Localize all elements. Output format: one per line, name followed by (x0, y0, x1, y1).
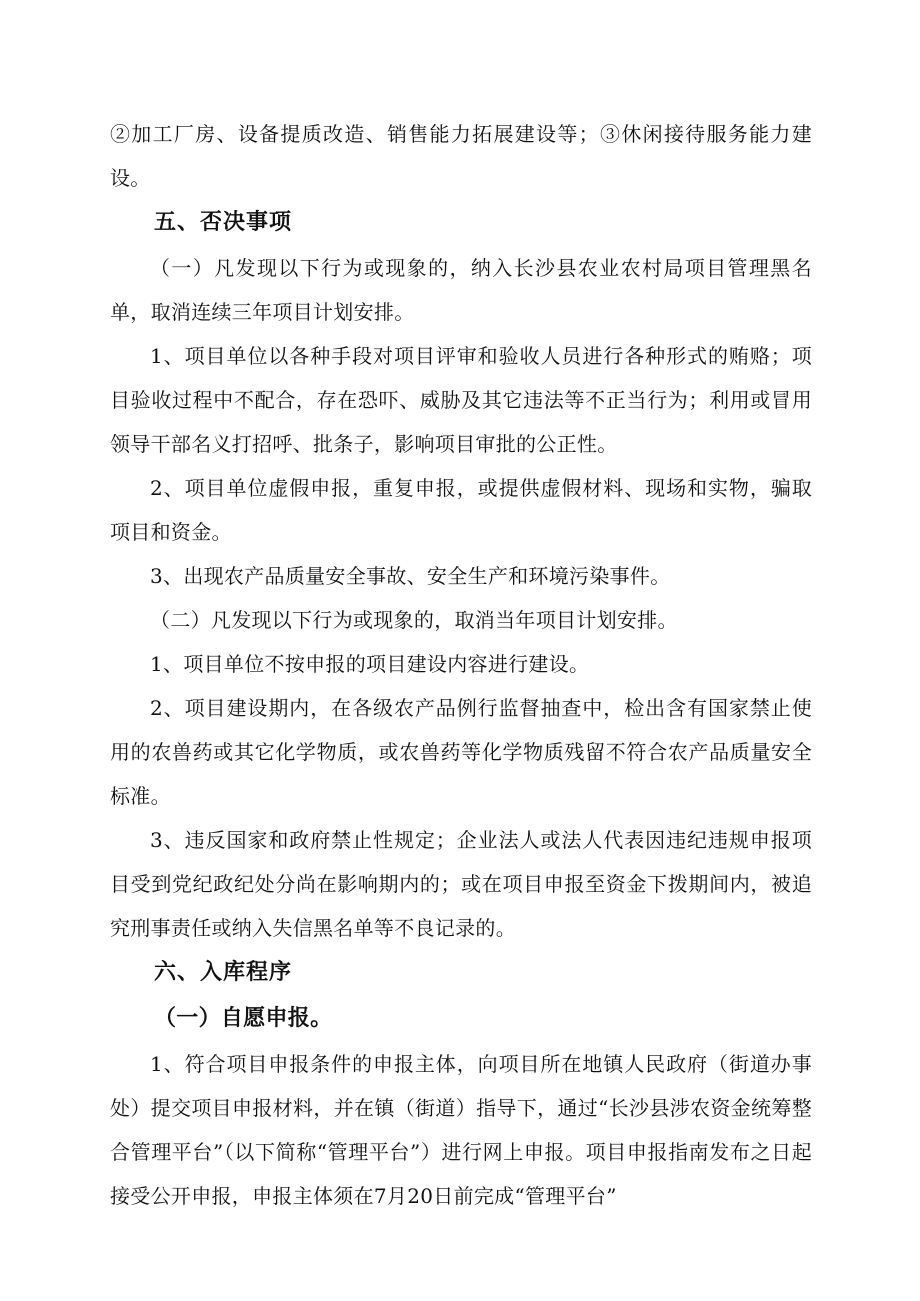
paragraph-4: 2、项目单位虚假申报，重复申报，或提供虚假材料、现场和实物，骗取项目和资金。 (110, 476, 812, 544)
section-heading-6: 六、入库程序 (154, 960, 293, 985)
subsection-heading-1: （一）自愿申报。 (154, 1006, 333, 1031)
paragraph-0: ②加工厂房、设备提质改造、销售能力拓展建设等；③休闲接待服务能力建设。 (110, 122, 812, 190)
paragraph-9: 3、违反国家和政府禁止性规定；企业法人或法人代表因违纪违规申报项目受到党纪政纪处分尚在影响期内的；或在项目申报至资金下拨期间内，被追究刑事责任或纳入失信黑名单等不良记录的。 (110, 828, 812, 940)
paragraph-8: 2、项目建设期内，在各级农产品例行监督抽查中，检出含有国家禁止使用的农兽药或其它化学物质，或农兽药等化学物质残留不符合农产品质量安全标准。 (110, 696, 812, 808)
section-heading-5: 五、否决事项 (154, 210, 293, 235)
paragraph-2: （一）凡发现以下行为或现象的，纳入长沙县农业农村局项目管理黑名单，取消连续三年项目计划安排。 (110, 256, 812, 324)
paragraph-6: （二）凡发现以下行为或现象的，取消当年项目计划安排。 (150, 608, 678, 632)
paragraph-7: 1、项目单位不按申报的项目建设内容进行建设。 (150, 652, 590, 676)
paragraph-3: 1、项目单位以各种手段对项目评审和验收人员进行各种形式的贿赂；项目验收过程中不配合，存在恐吓、威胁及其它违法等不正当行为；利用或冒用领导干部名义打招呼、批条子，影响项目审批的公正性。 (110, 344, 812, 456)
paragraph-5: 3、出现农产品质量安全事故、安全生产和环境污染事件。 (150, 564, 671, 588)
paragraph-12: 1、符合项目申报条件的申报主体，向项目所在地镇人民政府（街道办事处）提交项目申报材料，并在镇（街道）指导下，通过“长沙县涉农资金统筹整合管理平台”（以下简称“管理平台”）进行网上申报。项目申报指南发布之日起接受公开申报，申报主体须在7月20日前完成“管理平台” (110, 1052, 812, 1208)
